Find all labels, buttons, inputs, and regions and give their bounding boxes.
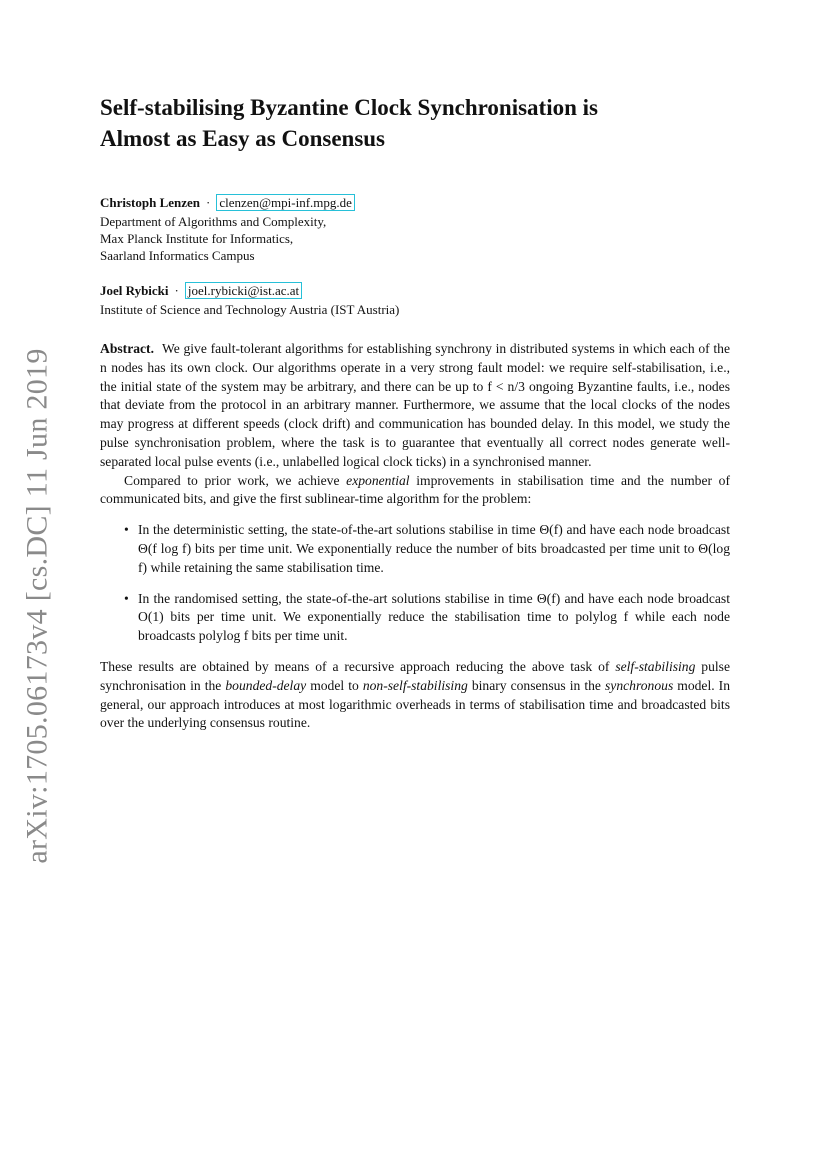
author-email-link-1[interactable]: clenzen@mpi-inf.mpg.de bbox=[216, 194, 355, 211]
abstract-paragraph-3-text-e: model. In general, our approach introduces at most logarithmic overheads in terms of stabilisation time and broadcasted bits over the underlying consensus routine. bbox=[100, 677, 731, 731]
author-line-2 bbox=[100, 282, 730, 299]
author-affiliation-2-line-1: Institute of Science and Technology Austria (IST Austria) bbox=[100, 302, 400, 317]
abstract-paragraph-1 bbox=[100, 340, 730, 472]
abstract-paragraph-3-emphasis-3: non-self-stabilising bbox=[362, 677, 468, 693]
arxiv-identifier-stamp bbox=[18, 348, 58, 864]
paper-first-page bbox=[100, 92, 730, 733]
abstract-paragraph-3-text-b: pulse synchronisation in the bbox=[100, 658, 731, 693]
author-affiliation-1-line-2: Max Planck Institute for Informatics, bbox=[100, 231, 294, 246]
author-name-2: Joel Rybicki bbox=[100, 283, 169, 298]
abstract-paragraph-3-emphasis-1: self-stabilising bbox=[615, 658, 696, 674]
abstract-label: Abstract. bbox=[100, 341, 154, 356]
author-affiliation-1-line-1: Department of Algorithms and Complexity, bbox=[100, 214, 327, 229]
contribution-item-randomised bbox=[100, 590, 730, 646]
abstract-paragraph-2-text-b: improvements in stabilisation time and the number of communicated bits, and give the first sublinear-time algorithm for the problem: bbox=[100, 472, 730, 507]
arxiv-identifier-text: arXiv:1705.06173v4 [cs.DC] 11 Jun 2019 bbox=[21, 348, 54, 864]
author-name-1: Christoph Lenzen bbox=[100, 195, 201, 210]
bullet-marker-1: • bbox=[124, 522, 129, 538]
abstract-paragraph-3-text-c: model to bbox=[306, 677, 363, 693]
author-separator-1: · bbox=[206, 195, 211, 210]
abstract-paragraph-2-text-a: Compared to prior work, we achieve bbox=[124, 472, 347, 488]
bullet-marker-2: • bbox=[124, 590, 129, 606]
abstract-paragraph-3-text-a: These results are obtained by means of a recursive approach reducing the above task of bbox=[100, 658, 616, 674]
author-email-link-2[interactable]: joel.rybicki@ist.ac.at bbox=[185, 282, 302, 299]
author-block-1 bbox=[100, 194, 730, 264]
abstract-paragraph-1-text: We give fault-tolerant algorithms for establishing synchrony in distributed systems in which each of the n nodes has its own clock. Our algorithms operate in a very strong fault model: we require self-stabilisation, i.e., the initial state of the system may be arbitrary, and there can be up to f < n/3 ongoing Byzantine faults, i.e., nodes that deviate from the protocol in an arbitrary manner. Furthermore, we assume that the local clocks of the nodes may progress at different speeds (clock drift) and communication has bounded delay. In this model, we study the pulse synchronisation problem, where the task is to guarantee that eventually all correct nodes generate well-separated local pulse events (i.e., unlabelled logical clock ticks) in a synchronised manner. bbox=[100, 341, 730, 469]
contribution-item-deterministic bbox=[100, 521, 730, 577]
abstract-section bbox=[100, 340, 730, 733]
abstract-paragraph-3-emphasis-2: bounded-delay bbox=[225, 677, 307, 693]
abstract-paragraph-2-emphasis: exponential bbox=[346, 472, 410, 488]
contribution-list bbox=[100, 521, 730, 646]
author-affiliation-1-line-3: Saarland Informatics Campus bbox=[100, 248, 255, 263]
abstract-paragraph-2 bbox=[100, 472, 730, 510]
abstract-paragraph-3-emphasis-4: synchronous bbox=[605, 677, 674, 693]
contribution-text-deterministic: In the deterministic setting, the state-of-the-art solutions stabilise in time Θ(f) and have each node broadcast Θ(f log f) bits per time unit. We exponentially reduce the number of bits broadcasted per time unit to Θ(log f) while retaining the same stabilisation time. bbox=[138, 522, 730, 575]
abstract-paragraph-3 bbox=[100, 658, 730, 733]
paper-title bbox=[100, 92, 730, 154]
paper-title-line-1: Self-stabilising Byzantine Clock Synchronisation is bbox=[100, 95, 598, 120]
abstract-paragraph-3-text-d: binary consensus in the bbox=[467, 677, 606, 693]
paper-title-line-2: Almost as Easy as Consensus bbox=[100, 126, 386, 151]
author-separator-2: · bbox=[174, 283, 179, 298]
author-line-1 bbox=[100, 194, 730, 211]
author-block-2 bbox=[100, 282, 730, 318]
contribution-text-randomised: In the randomised setting, the state-of-the-art solutions stabilise in time Θ(f) and have each node broadcast O(1) bits per time unit. We exponentially reduce the stabilisation time to polylog f while each node broadcasts polylog f bits per time unit. bbox=[138, 590, 730, 644]
